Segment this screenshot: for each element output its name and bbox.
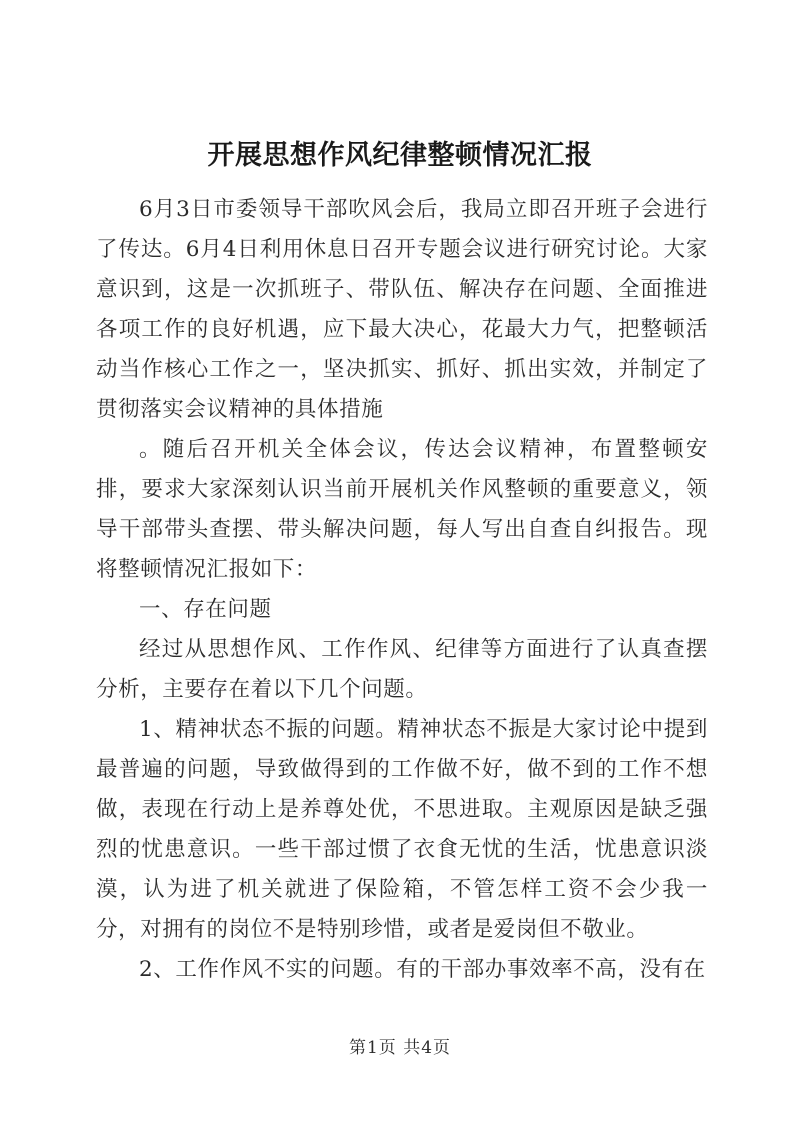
paragraph: 6月3日市委领导干部吹风会后，我局立即召开班子会进行了传达。6月4日利用休息日召开专题会议进行研究讨论。大家意识到，这是一次抓班子、带队伍、解决存在问题、全面推进各项工作的良好机遇，应下最大决心，花最大力气，把整顿活动当作核心工作之一，坚决抓实、抓好、抓出实效，并制定了贯彻落实会议精神的具体措施	[96, 197, 708, 422]
section-heading: 一、存在问题	[139, 597, 272, 622]
page-footer: 第1页 共4页	[348, 1038, 452, 1058]
paragraph: 2、工作作风不实的问题。有的干部办事效率不高，没有在	[139, 957, 706, 982]
page-title: 开展思想作风纪律整顿情况汇报	[207, 140, 593, 171]
document-body	[96, 190, 708, 990]
paragraph: 经过从思想作风、工作作风、纪律等方面进行了认真查摆分析，主要存在着以下几个问题。	[96, 637, 708, 702]
paragraph: 。随后召开机关全体会议，传达会议精神，布置整顿安排，要求大家深刻认识当前开展机关作风整顿的重要意义，领导干部带头查摆、带头解决问题，每人写出自查自纠报告。现将整顿情况汇报如下：	[96, 437, 708, 582]
paragraph: 1、精神状态不振的问题。精神状态不振是大家讨论中提到最普遍的问题，导致做得到的工作做不好，做不到的工作不想做，表现在行动上是养尊处优，不思进取。主观原因是缺乏强烈的忧患意识。一些干部过惯了衣食无忧的生活，忧患意识淡漠，认为进了机关就进了保险箱，不管怎样工资不会少我一分，对拥有的岗位不是特别珍惜，或者是爱岗但不敬业。	[96, 717, 708, 942]
